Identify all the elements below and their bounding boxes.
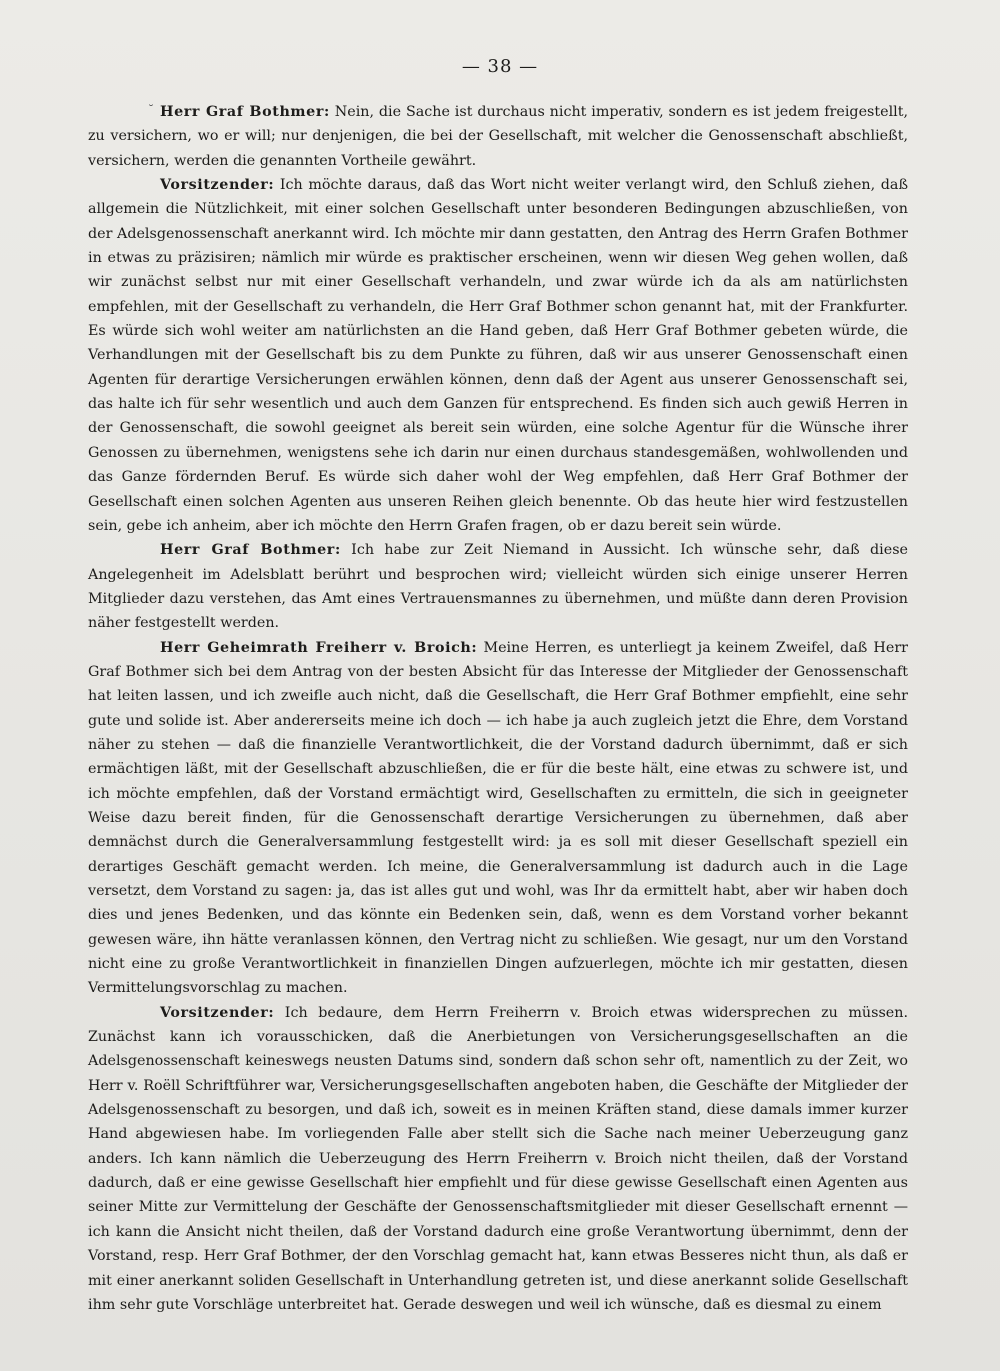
- paragraph-text: Ich möchte daraus, daß das Wort nicht weiter verlangt wird, den Schluß ziehen, daß allgemein die Nützlichkeit, mit einer solchen Gesellschaft unter besonderen Bedingungen abzuschließen, von der Adelsgenossenschaft anerkannt wird. Ich möchte mir dann gestatten, den Antrag des Herrn Grafen Bothmer in etwas zu präzisiren; nämlich mir würde es praktischer erscheinen, wenn wir diesen Weg gehen wollen, daß wir zunächst selbst nur mit einer Gesellschaft verhandeln, und zwar würde ich da als am natürlichsten empfehlen, mit der Gesellschaft zu verhandeln, die Herr Graf Bothmer schon genannt hat, mit der Frankfurter. Es würde sich wohl weiter am natürlichsten an die Hand geben, daß Herr Graf Bothmer gebeten würde, die Verhandlungen mit der Gesellschaft bis zu dem Punkte zu führen, daß wir aus unserer Genossenschaft einen Agenten für derartige Versicherungen erwählen können, denn daß der Agent aus unserer Genossenschaft sei, das halte ich für sehr wesentlich und auch dem Ganzen für entsprechend. Es finden sich auch gewiß Herren in der Genossenschaft, die sowohl geeignet als bereit sein würden, eine solche Agentur für die Wünsche ihrer Genossen zu übernehmen, wenigstens sehe ich darin nur einen durchaus standesgemäßen, wohlwollenden und das Ganze fördernden Beruf. Es würde sich daher wohl der Weg empfehlen, daß Herr Graf Bothmer der Gesellschaft einen solchen Agenten aus unseren Reihen gleich benennte. Ob das heute hier wird festzustellen sein, gebe ich anheim, aber ich möchte den Herrn Grafen fragen, ob er dazu bereit sein würde.: [88, 177, 908, 534]
- paragraph: [88, 538, 908, 635]
- body-text: [88, 100, 908, 1317]
- paragraph-text: Nein, die Sache ist durchaus nicht imperativ, sondern es ist jedem freigestellt, zu versichern, wo er will; nur denjenigen, die bei der Gesellschaft, mit welcher die Genossenschaft abschließt, versichern, werden die genannten Vortheile gewährt.: [88, 104, 909, 169]
- paragraph: [88, 100, 908, 173]
- page-number: — 38 —: [461, 56, 539, 77]
- paragraph-text: Ich habe zur Zeit Niemand in Aussicht. Ich wünsche sehr, daß diese Angelegenheit im Adelsblatt berührt und besprochen wird; vielleicht würden sich einige unserer Herren Mitglieder dazu verstehen, das Amt eines Vertrauensmannes zu übernehmen, und müßte dann deren Provision näher festgestellt werden.: [88, 542, 908, 632]
- speaker-name: Herr Graf Bothmer:: [160, 104, 330, 120]
- speaker-name: Herr Geheimrath Freiherr v. Broich:: [160, 639, 478, 656]
- paragraph-text: Meine Herren, es unterliegt ja keinem Zweifel, daß Herr Graf Bothmer sich bei dem Antrag von der besten Absicht für das Interesse der Mitglieder der Genossenschaft hat leiten lassen, und ich zweifle auch nicht, daß die Gesellschaft, die Herr Graf Bothmer empfiehlt, eine sehr gute und solide ist. Aber andererseits meine ich doch — ich habe ja auch zugleich jetzt die Ehre, dem Vorstand näher zu stehen — daß die finanzielle Verantwortlichkeit, die der Vorstand dadurch übernimmt, daß er sich ermächtigen läßt, mit der Gesellschaft abzuschließen, die er für die beste hält, eine etwas zu schwere ist, und ich möchte empfehlen, daß der Vorstand ermächtigt wird, Gesellschaften zu ermitteln, die sich in geeigneter Weise dazu bereit finden, für die Genossenschaft derartige Versicherungen zu übernehmen, daß aber demnächst durch die Generalversammlung festgestellt wird: ja es soll mit dieser Gesellschaft speziell ein derartiges Geschäft gemacht werden. Ich meine, die Generalversammlung ist dadurch auch in die Lage versetzt, dem Vorstand zu sagen: ja, das ist alles gut und wohl, was Ihr da ermittelt habt, aber wir haben doch dies und jenes Bedenken, und das könnte ein Bedenken sein, daß, wenn es dem Vorstand vorher bekannt gewesen wäre, ihn hätte veranlassen können, den Vertrag nicht zu schließen. Wie gesagt, nur um den Vorstand nicht eine zu große Verantwortlichkeit in finanziellen Dingen aufzuerlegen, möchte ich mir gestatten, diesen Vermittelungsvorschlag zu machen.: [88, 639, 908, 997]
- margin-mark: ˘: [148, 103, 154, 117]
- paragraph-text: Ich bedaure, dem Herrn Freiherrn v. Broich etwas widersprechen zu müssen. Zunächst kann ich vorausschicken, daß die Anerbietungen von Versicherungsgesellschaften an die Adelsgenossenschaft keineswegs neusten Datums sind, sondern daß schon sehr oft, namentlich zu der Zeit, wo Herr v. Roëll Schriftführer war, Versicherungsgesellschaften angeboten haben, die Geschäfte der Mitglieder der Adelsgenossenschaft zu besorgen, und daß ich, soweit es in meinen Kräften stand, diese damals immer kurzer Hand abgewiesen habe. Im vorliegenden Falle aber stellt sich die Sache nach meiner Ueberzeugung ganz anders. Ich kann nämlich die Ueberzeugung des Herrn Freiherrn v. Broich nicht theilen, daß der Vorstand dadurch, daß er eine gewisse Gesellschaft hier empfiehlt und für diese gewisse Gesellschaft einen Agenten aus seiner Mitte zur Vermittelung der Geschäfte der Genossenschaftsmitglieder mit dieser Gesellschaft ernennt — ich kann die Ansicht nicht theilen, daß der Vorstand dadurch eine große Verantwortung übernimmt, denn der Vorstand, resp. Herr Graf Bothmer, der den Vorschlag gemacht hat, kann etwas Besseres nicht thun, als daß er mit einer anerkannt soliden Gesellschaft in Unterhandlung getreten ist, und diese anerkannt solide Gesellschaft ihm sehr gute Vorschläge unterbreitet hat. Gerade deswegen und weil ich wünsche, daß es diesmal zu einem: [88, 1004, 909, 1313]
- speaker-name: Herr Graf Bothmer:: [160, 542, 341, 559]
- paragraph: [88, 636, 908, 1001]
- paragraph: [88, 173, 908, 538]
- speaker-name: Vorsitzender:: [160, 1004, 275, 1021]
- paragraph: [88, 1001, 908, 1317]
- speaker-name: Vorsitzender:: [160, 177, 275, 194]
